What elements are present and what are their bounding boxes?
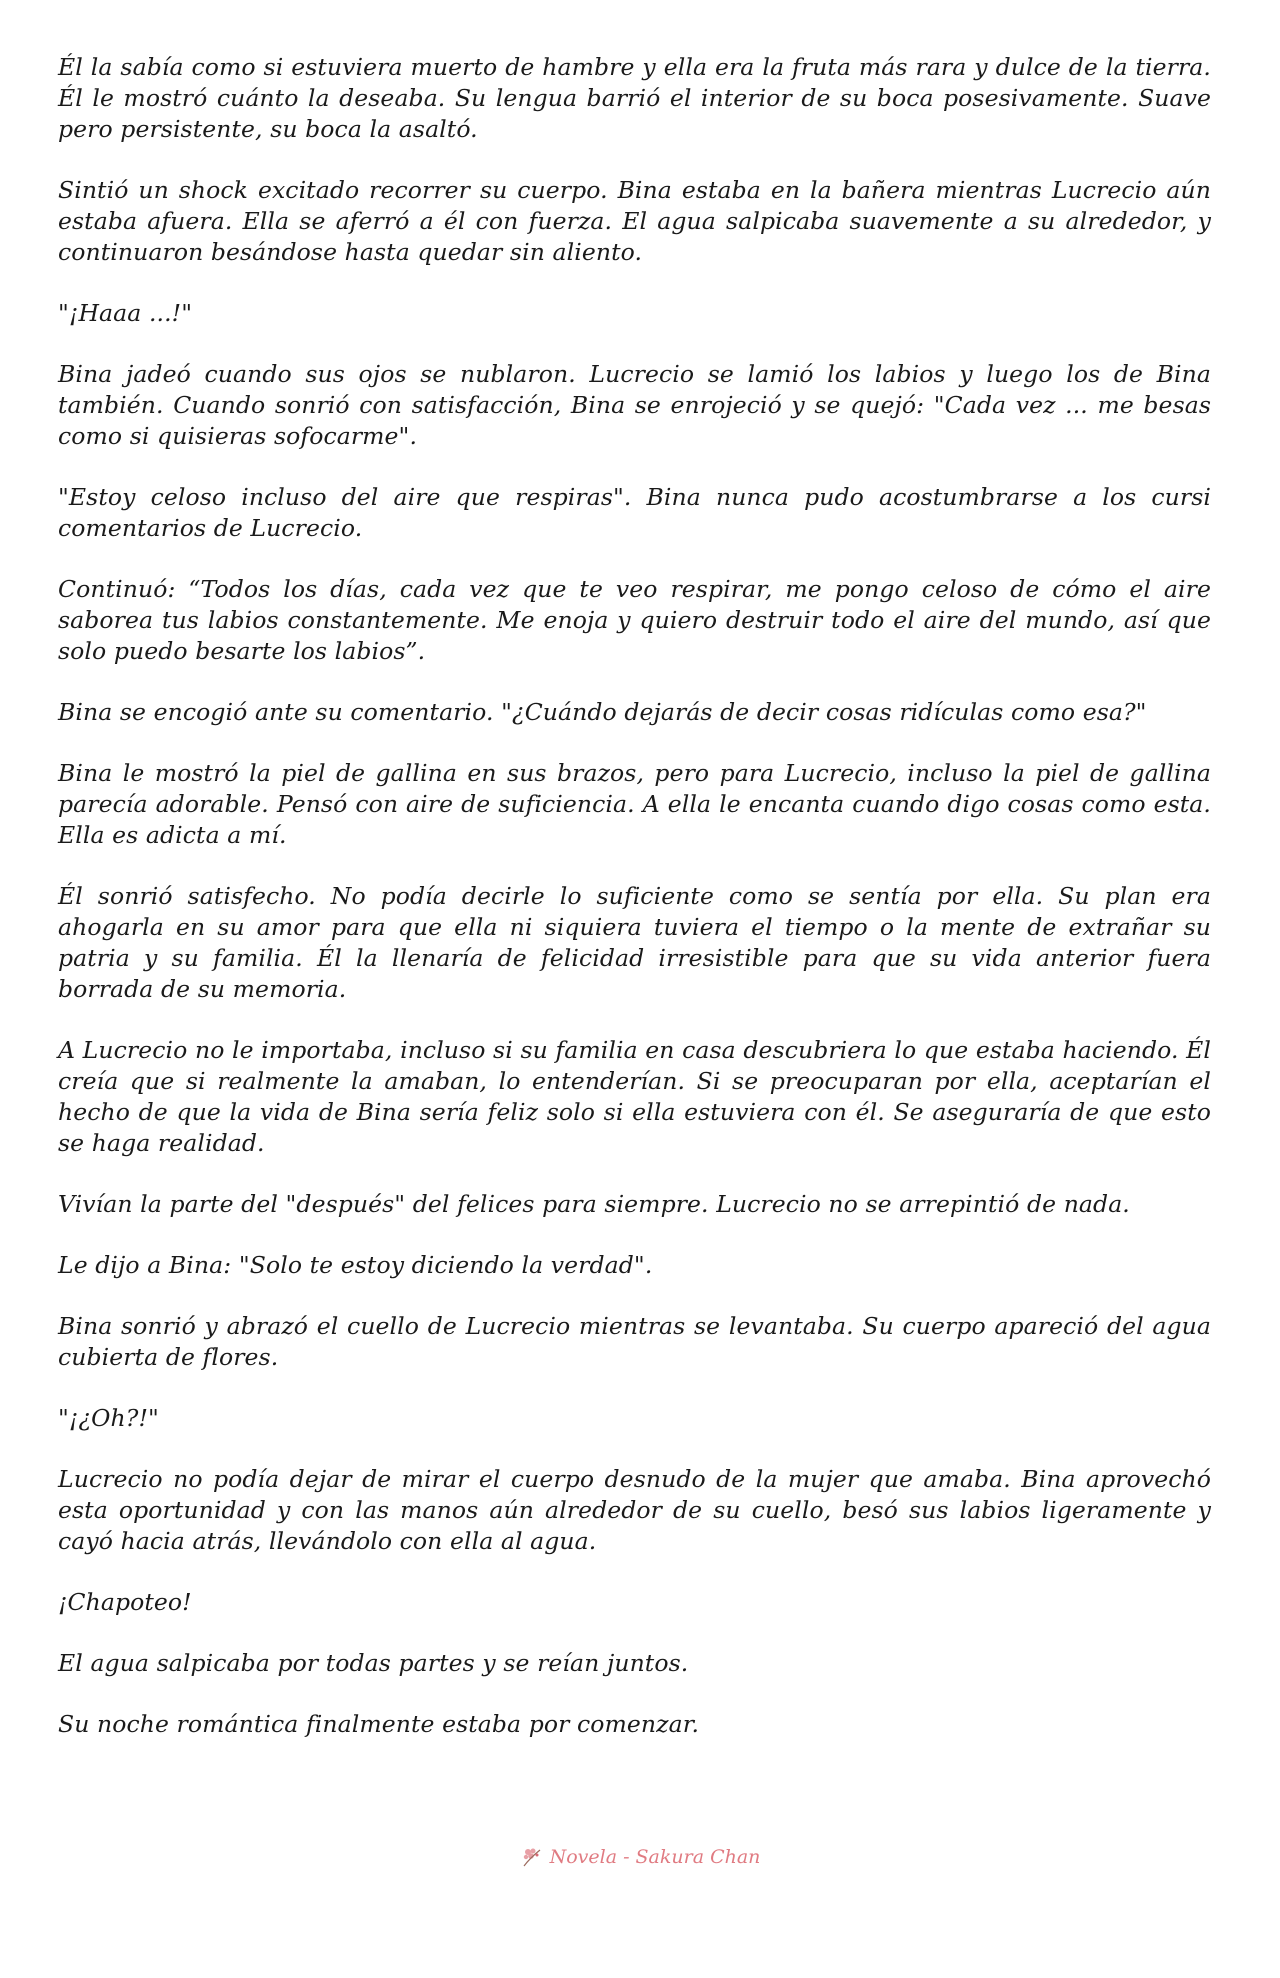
paragraph: "¡Haaa ...!" (58, 299, 193, 327)
paragraph: Bina jadeó cuando sus ojos se nublaron. Lucrecio se lamió los labios y luego los de Bina también. Cuando sonrió con satisfacción, Bina se enrojeció y se quejó: "Cada vez ... me besas como si quisieras sofocarme". (58, 360, 1211, 450)
paragraph: Bina sonrió y abrazó el cuello de Lucrecio mientras se levantaba. Su cuerpo apareció del agua cubierta de flores. (58, 1312, 1211, 1371)
paragraph: Vivían la parte del "después" del felices para siempre. Lucrecio no se arrepintió de nada. (58, 1190, 1130, 1218)
document-body (58, 52, 1211, 1770)
sakura-flower-icon (520, 1846, 544, 1868)
paragraph: Continuó: “Todos los días, cada vez que te veo respirar, me pongo celoso de cómo el aire saborea tus labios constantemente. Me enoja y quiero destruir todo el aire del mundo, así que solo puedo besarte los labios”. (58, 575, 1211, 665)
watermark-footer (0, 1846, 1280, 1868)
paragraph: "¡¿Oh?!" (58, 1404, 159, 1432)
paragraph: ¡Chapoteo! (58, 1588, 192, 1616)
paragraph: Él la sabía como si estuviera muerto de hambre y ella era la fruta más rara y dulce de la tierra. Él le mostró cuánto la deseaba. Su lengua barrió el interior de su boca posesivamente. Suave pero persistente, su boca la asaltó. (58, 53, 1211, 143)
paragraph: Él sonrió satisfecho. No podía decirle lo suficiente como se sentía por ella. Su plan era ahogarla en su amor para que ella ni siquiera tuviera el tiempo o la mente de extrañar su patria y su familia. Él la llenaría de felicidad irresistible para que su vida anterior fuera borrada de su memoria. (58, 882, 1211, 1003)
paragraph: Bina se encogió ante su comentario. "¿Cuándo dejarás de decir cosas ridículas como esa?" (58, 698, 1147, 726)
paragraph: A Lucrecio no le importaba, incluso si su familia en casa descubriera lo que estaba haciendo. Él creía que si realmente la amaban, lo entenderían. Si se preocuparan por ella, aceptarían el hecho de que la vida de Bina sería feliz solo si ella estuviera con él. Se aseguraría de que esto se haga realidad. (58, 1036, 1211, 1157)
paragraph: El agua salpicaba por todas partes y se reían juntos. (58, 1649, 689, 1677)
paragraph: Bina le mostró la piel de gallina en sus brazos, pero para Lucrecio, incluso la piel de gallina parecía adorable. Pensó con aire de suficiencia. A ella le encanta cuando digo cosas como esta. Ella es adicta a mí. (58, 759, 1211, 849)
paragraph: "Estoy celoso incluso del aire que respiras". Bina nunca pudo acostumbrarse a los cursi comentarios de Lucrecio. (58, 483, 1211, 542)
watermark-text: Novela - Sakura Chan (549, 1846, 761, 1868)
paragraph: Sintió un shock excitado recorrer su cuerpo. Bina estaba en la bañera mientras Lucrecio aún estaba afuera. Ella se aferró a él con fuerza. El agua salpicaba suavemente a su alrededor, y continuaron besándose hasta quedar sin aliento. (58, 176, 1211, 266)
paragraph: Lucrecio no podía dejar de mirar el cuerpo desnudo de la mujer que amaba. Bina aprovechó esta oportunidad y con las manos aún alrededor de su cuello, besó sus labios ligeramente y cayó hacia atrás, llevándolo con ella al agua. (58, 1465, 1211, 1555)
paragraph: Su noche romántica finalmente estaba por comenzar. (58, 1710, 700, 1738)
paragraph: Le dijo a Bina: "Solo te estoy diciendo la verdad". (58, 1251, 653, 1279)
